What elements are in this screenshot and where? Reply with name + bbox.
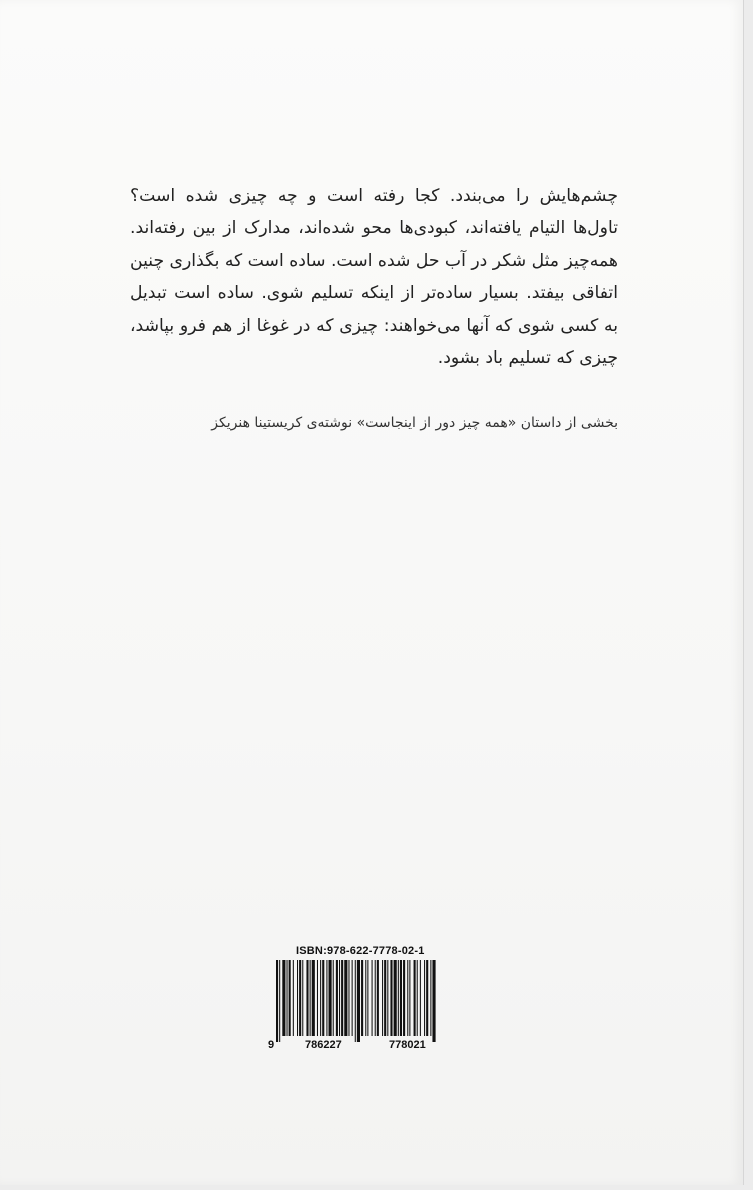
isbn-label: ISBN:978-622-7778-02-1: [296, 945, 425, 957]
barcode-block: [268, 945, 478, 1070]
excerpt-text: [130, 180, 618, 374]
excerpt-paragraph: چشم‌هایش را می‌بندد. کجا رفته است و چه چیزی شده است؟ تاول‌ها التیام یافته‌اند، کبودی‌ها محو شده‌اند، مدارک از بین رفته‌اند. همه‌چیز مثل شکر در آب حل شده است. ساده است که بگذاری چنین اتفاقی بیفتد. بسیار ساده‌تر از اینکه تسلیم شوی. ساده است تبدیل به کسی شوی که آنها می‌خواهند: چیزی که در غوغا از هم فرو بپاشد، چیزی که تسلیم باد بشود.: [129, 186, 618, 369]
excerpt-caption: بخشی از داستان «همه چیز دور از اینجاست» نوشته‌ی کریستینا هنریکز: [211, 415, 618, 431]
barcode-digits-right: 778021: [389, 1039, 426, 1051]
barcode-digits-left: 786227: [305, 1039, 342, 1051]
barcode-digit-first: 9: [268, 1039, 275, 1051]
barcode-icon: [268, 960, 478, 1042]
